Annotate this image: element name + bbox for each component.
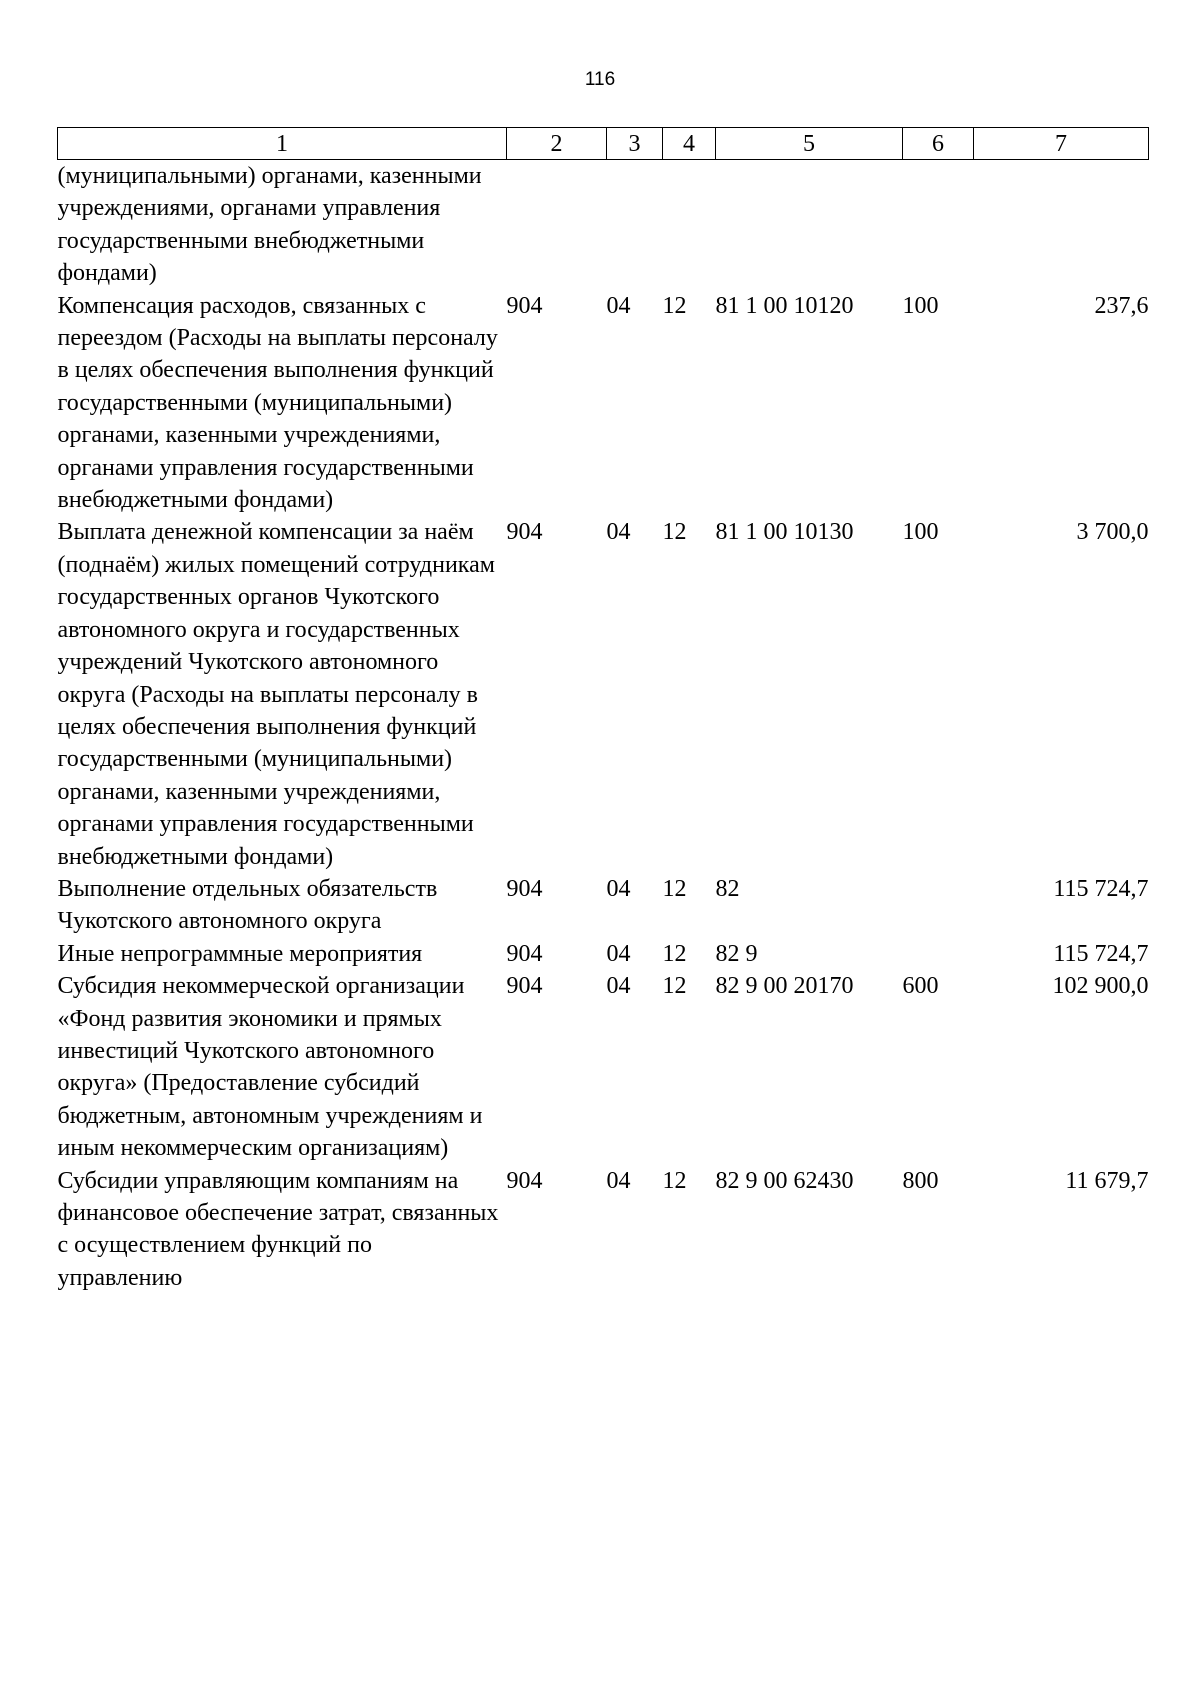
section-code: 04: [606, 1167, 631, 1194]
budget-table: [57, 127, 1149, 1294]
header-row: [58, 128, 1149, 160]
expense-name: Выплата денежной компенсации за наём (поднаём) жилых помещений сотрудникам государственных органов Чукотского автономного округа и государственных учреждений Чукотского автономного округа (Расходы на выплаты персоналу в целях обеспечения выполнения функций государственными (муниципальными) органами, казенными учреждениями, органами управления государственными внебюджетными фондами): [57, 519, 495, 870]
column-header-4: 4: [663, 128, 716, 160]
amount: 11 679,7: [1065, 1167, 1149, 1194]
amount: [974, 160, 1149, 290]
grbs-code: 904: [506, 1167, 543, 1194]
target-article-code: 82 9 00 20170: [715, 973, 854, 1000]
grbs-code: 904: [506, 875, 543, 902]
amount: 3 700,0: [1076, 519, 1149, 546]
expense-name: Иные непрограммные мероприятия: [57, 940, 423, 967]
target-article-code: [716, 160, 903, 290]
expense-name: Субсидия некоммерческой организации «Фонд развития экономики и прямых инвестиций Чукотского автономного округа» (Предоставление субсидий бюджетным, автономным учреждениям и иным некоммерческим организациям): [57, 973, 483, 1162]
expense-type-code: [903, 873, 974, 938]
amount: 115 724,7: [1053, 875, 1149, 902]
target-article-code: 82 9 00 62430: [715, 1167, 854, 1194]
subsection-code: 12: [662, 940, 687, 967]
expense-type-code: 600: [902, 973, 939, 1000]
grbs-code: 904: [506, 973, 543, 1000]
section-code: 04: [606, 875, 631, 902]
table-row: [58, 160, 1149, 290]
table-row: [58, 1165, 1149, 1295]
expense-name: (муниципальными) органами, казенными учреждениями, органами управления государственными внебюджетными фондами): [57, 163, 482, 287]
column-header-5: 5: [716, 128, 903, 160]
expense-type-code: 100: [902, 519, 939, 546]
expense-type-code: 100: [902, 292, 939, 319]
table-body: [58, 160, 1149, 1295]
column-header-1: 1: [58, 128, 507, 160]
table-row: [58, 873, 1149, 938]
target-article-code: 82: [715, 875, 740, 902]
section-code: 04: [606, 519, 631, 546]
target-article-code: 81 1 00 10120: [715, 292, 854, 319]
target-article-code: 81 1 00 10130: [715, 519, 854, 546]
page-number: 116: [584, 69, 616, 90]
expense-name: Выполнение отдельных обязательств Чукотского автономного округа: [57, 875, 438, 935]
section-code: [607, 160, 663, 290]
subsection-code: 12: [662, 973, 687, 1000]
grbs-code: 904: [506, 292, 543, 319]
column-header-3: 3: [607, 128, 663, 160]
table-row: [58, 516, 1149, 872]
amount: 115 724,7: [1053, 940, 1149, 967]
expense-type-code: [903, 938, 974, 970]
column-header-2: 2: [507, 128, 607, 160]
subsection-code: 12: [662, 875, 687, 902]
table-row: [58, 290, 1149, 517]
expense-type-code: 800: [902, 1167, 939, 1194]
column-header-6: 6: [903, 128, 974, 160]
table-header: [58, 128, 1149, 160]
subsection-code: 12: [662, 1167, 687, 1194]
expense-name: Компенсация расходов, связанных с переездом (Расходы на выплаты персоналу в целях обеспечения выполнения функций государственными (муниципальными) органами, казенными учреждениями, органами управления государственными внебюджетными фондами): [57, 292, 498, 514]
amount: 102 900,0: [1052, 973, 1149, 1000]
grbs-code: [507, 160, 607, 290]
grbs-code: 904: [506, 519, 543, 546]
grbs-code: 904: [506, 940, 543, 967]
table-row: [58, 938, 1149, 970]
amount: 237,6: [1094, 292, 1149, 319]
expense-type-code: [903, 160, 974, 290]
column-header-7: 7: [974, 128, 1149, 160]
table-row: [58, 970, 1149, 1164]
section-code: 04: [606, 973, 631, 1000]
target-article-code: 82 9: [715, 940, 758, 967]
subsection-code: [663, 160, 716, 290]
section-code: 04: [606, 292, 631, 319]
subsection-code: 12: [662, 519, 687, 546]
subsection-code: 12: [662, 292, 687, 319]
expense-name: Субсидии управляющим компаниям на финансовое обеспечение затрат, связанных с осуществлением функций по управлению: [57, 1167, 499, 1291]
section-code: 04: [606, 940, 631, 967]
